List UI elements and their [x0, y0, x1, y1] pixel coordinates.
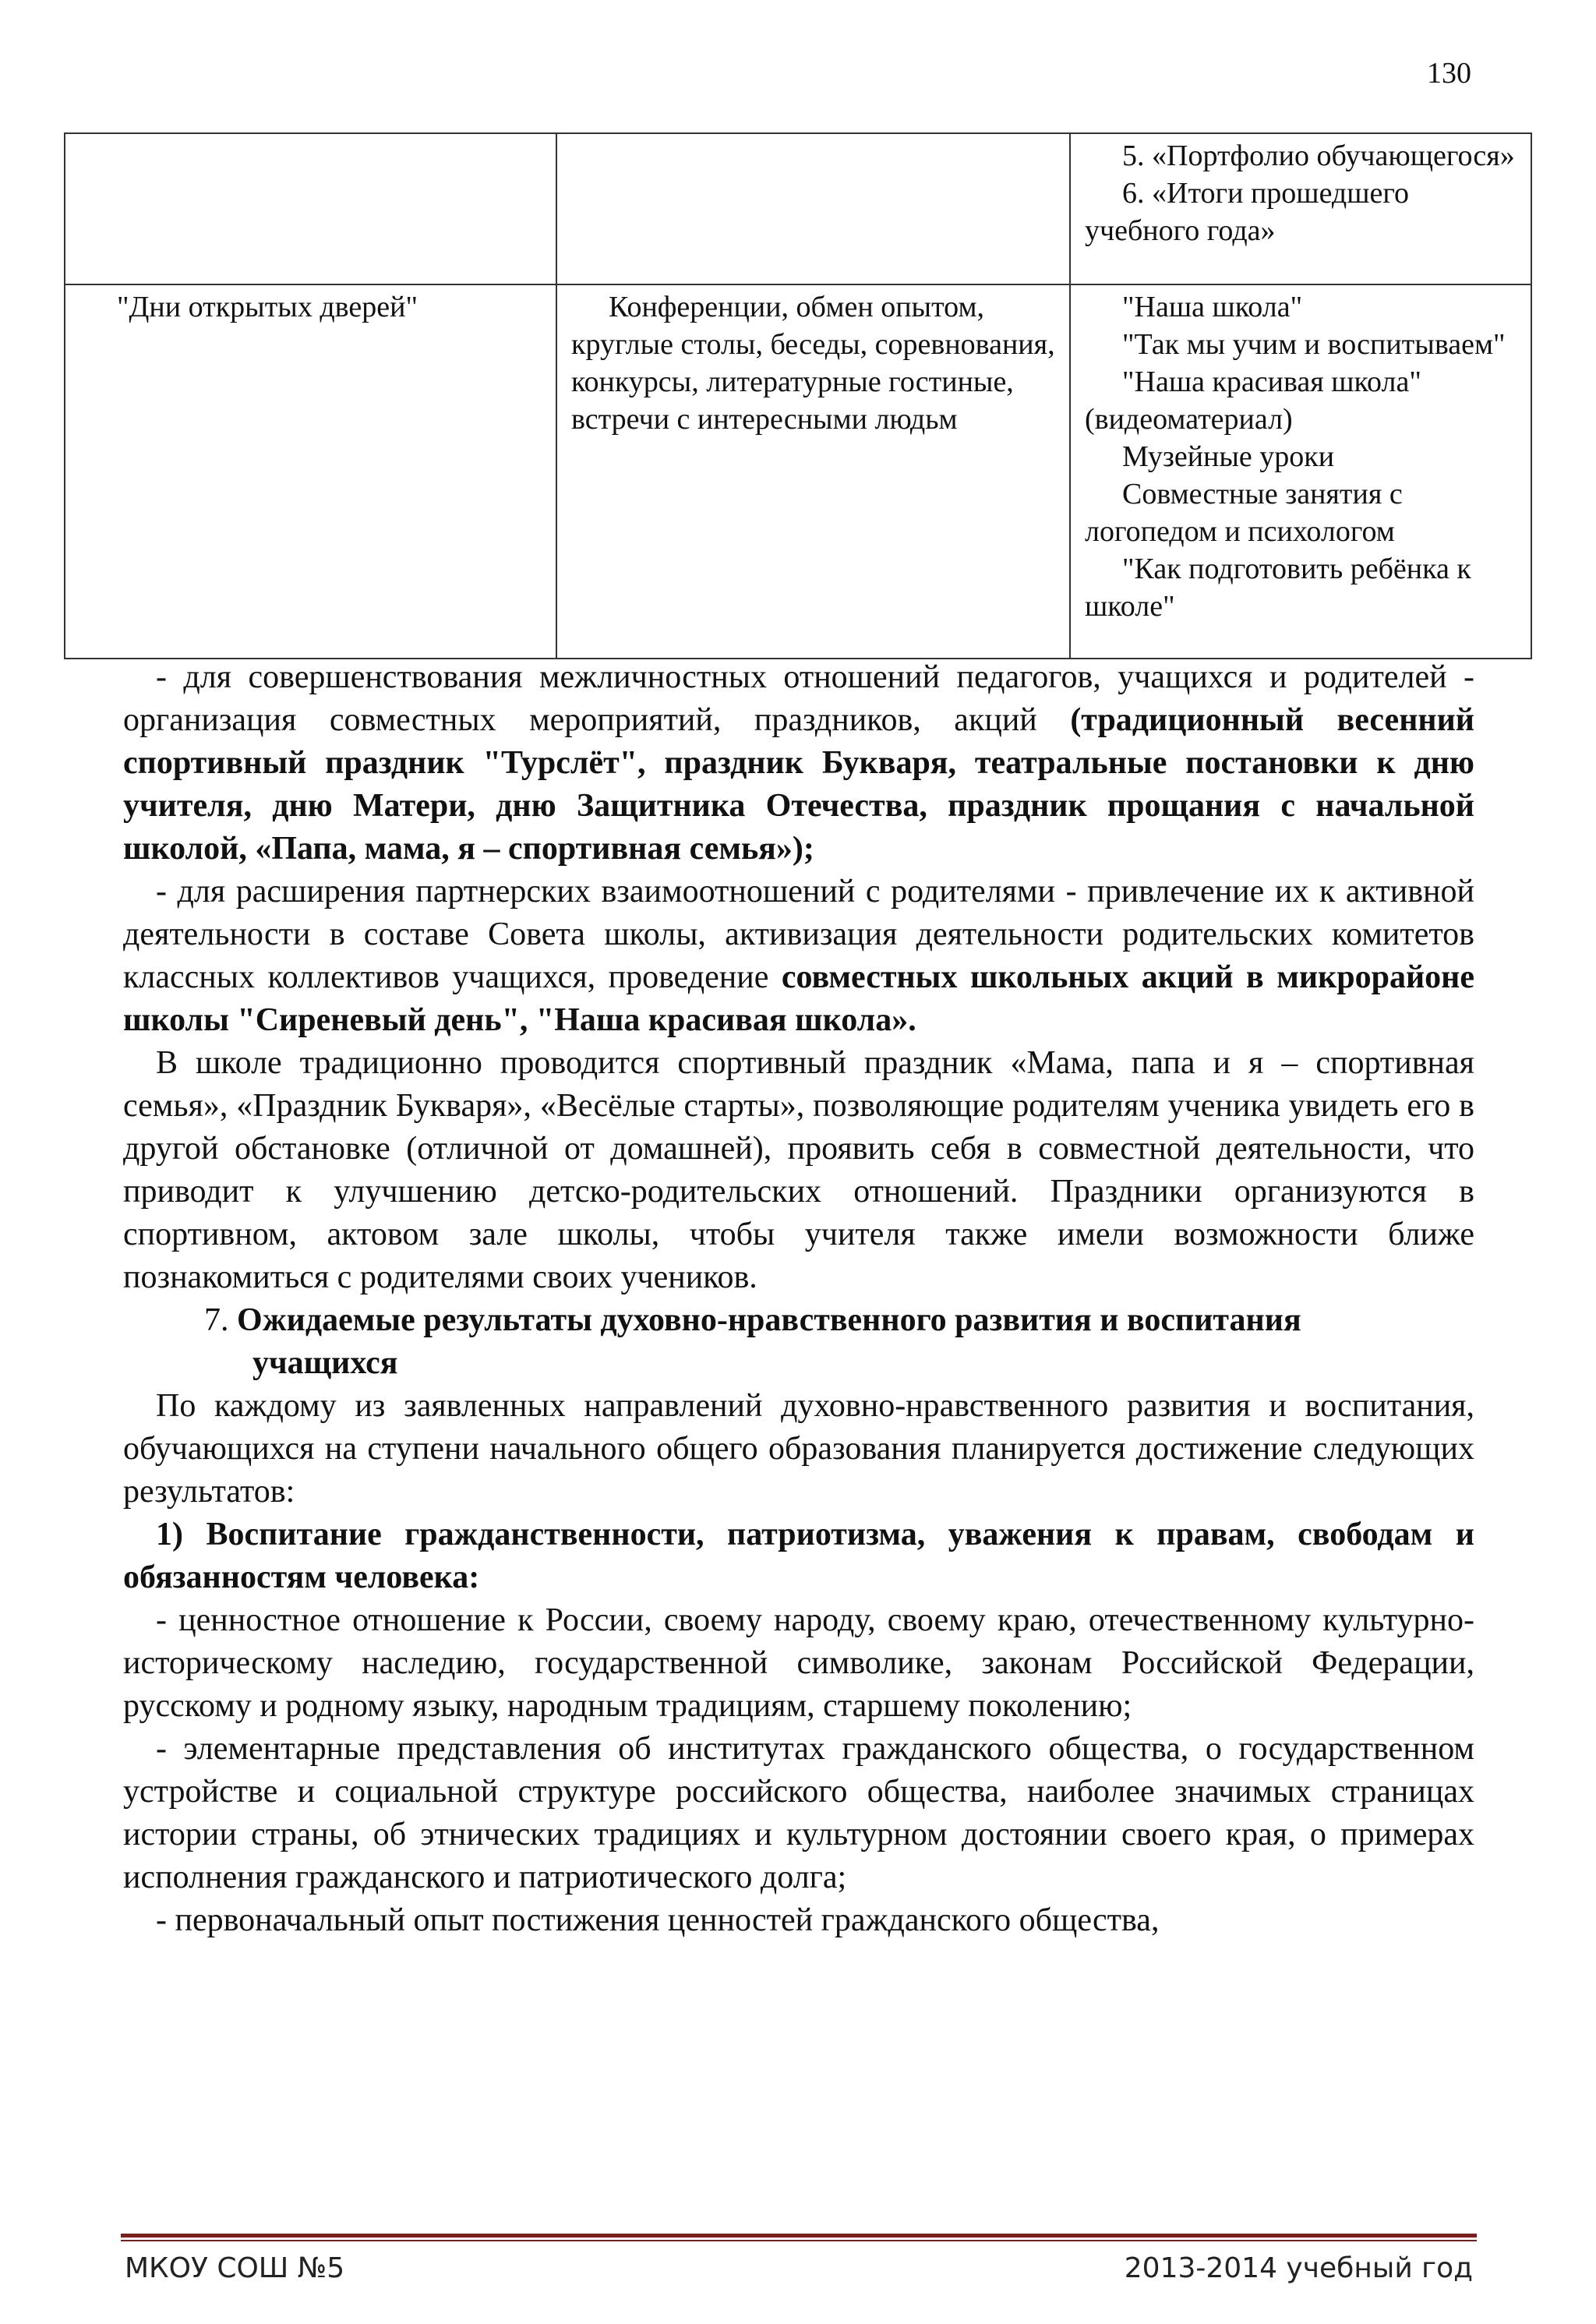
table-cell [556, 133, 1070, 284]
table-cell-text: Конференции, обмен опытом, круглые столы, беседы, соревнования, конкурсы, литературные гостиные, встречи с интересными людьм [571, 291, 1055, 436]
footer-school-year: 2013-2014 учебный год [1124, 2252, 1473, 2284]
table-cell-line: "Так мы учим и воспитываем" [1122, 328, 1506, 361]
table-cell-line: "Наша школа" [1122, 291, 1303, 323]
table-cell [1070, 284, 1531, 659]
paragraph-bold-text: совместных школьных акций в микрорайоне школы "Сиреневый день", "Наша красивая школа». [123, 959, 1474, 1038]
paragraph-text: - для совершенствования межличностных отношений педагогов, учащихся и родителей - организация совместных мероприятий, праздников, акций [123, 659, 1474, 738]
table-cell-line: Музейные уроки [1122, 440, 1335, 473]
subheading-text: 1) Воспитание гражданственности, патриотизма, уважения к правам, свободам и обязанностям человека: [123, 1517, 1474, 1595]
paragraph: - элементарные представления об институтах гражданского общества, о государственном устройстве и социальной структуре российского общества, наиболее значимых страницах истории страны, об этнических традициях и культурном достоянии своего края, о примерах исполнения гражданского и патриотического долга; [123, 1731, 1474, 1895]
footer-divider-thin [121, 2240, 1477, 2241]
section-heading [123, 1299, 1474, 1385]
table-cell [556, 284, 1070, 659]
events-table [64, 132, 1532, 659]
paragraph: - ценностное отношение к России, своему народу, своему краю, отечественному культурно-историческому наследию, государственной символике, законам Российской Федерации, русскому и родному языку, народным традициям, старшему поколению; [123, 1602, 1474, 1724]
document-body [123, 656, 1474, 1942]
table-cell-line: "Как подготовить ребёнка к школе" [1085, 553, 1471, 623]
paragraph [123, 656, 1474, 871]
section-title: Ожидаемые результаты духовно-нравственного развития и воспитания [237, 1302, 1301, 1338]
subheading [123, 1513, 1474, 1599]
section-number: 7. [204, 1302, 229, 1338]
table-cell-line: Совместные занятия с логопедом и психологом [1085, 478, 1403, 548]
table-cell [65, 133, 556, 284]
footer-divider [121, 2234, 1477, 2237]
paragraph: - первоначальный опыт постижения ценностей гражданского общества, [156, 1902, 1160, 1938]
table-cell-line: 6. «Итоги прошедшего учебного года» [1085, 177, 1410, 247]
table-cell [1070, 133, 1531, 284]
paragraph: По каждому из заявленных направлений духовно-нравственного развития и воспитания, обучающихся на ступени начального общего образования планируется достижение следующих результатов: [123, 1388, 1474, 1510]
table-cell-line: 5. «Портфолио обучающегося» [1122, 140, 1515, 172]
table-row [65, 133, 1531, 284]
section-title-continued: учащихся [252, 1345, 398, 1381]
table-cell-line: "Наша красивая школа" (видеоматериал) [1085, 366, 1421, 436]
table-row [65, 284, 1531, 659]
paragraph: В школе традиционно проводится спортивный праздник «Мама, папа и я – спортивная семья», «Праздник Букваря», «Весёлые старты», позволяющие родителям ученика увидеть его в другой обстановке (отличной от домашней), проявить себя в совместной деятельности, что приводит к улучшению детско-родительских отношений. Праздники организуются в спортивном, актовом зале школы, чтобы учителя также имели возможности ближе познакомиться с родителями своих учеников. [123, 1045, 1474, 1295]
paragraph-bold-text: (традиционный весенний спортивный праздник "Турслёт", праздник Букваря, театральные постановки к дню учителя, дню Матери, дню Защитника Отечества, праздник прощания с начальной школой, «Папа, мама, я – спортивная семья»); [123, 702, 1474, 867]
paragraph-text: - для расширения партнерских взаимоотношений с родителями - привлечение их к активной деятельности в составе Совета школы, активизация деятельности родительских комитетов классных коллективов учащихся, проведение [123, 874, 1474, 995]
table-cell-text: "Дни открытых дверей" [117, 291, 418, 323]
page-number: 130 [1427, 57, 1471, 90]
table-cell [65, 284, 556, 659]
footer-school-name: МКОУ СОШ №5 [125, 2252, 345, 2284]
paragraph [123, 871, 1474, 1042]
